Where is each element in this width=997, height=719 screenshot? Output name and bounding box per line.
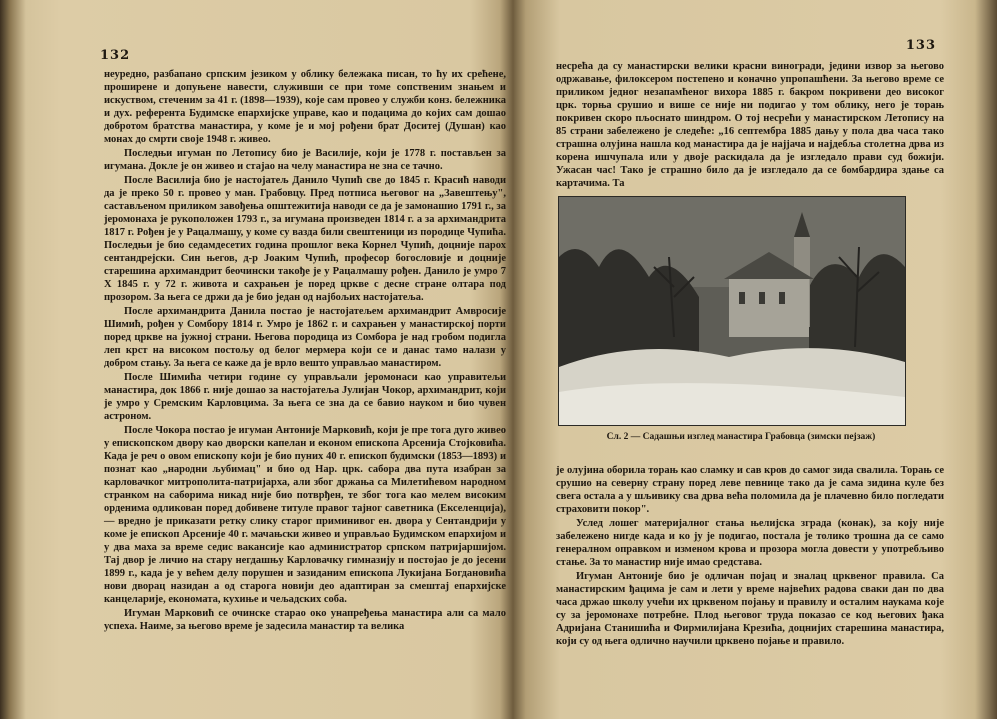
right-page-text-top [556, 60, 944, 191]
left-page-text [104, 68, 506, 634]
paragraph: После архимандрита Данила постао је настојатељем архимандрит Амвросије Шимић, рођен у Сомбору 1814 г. Умро је 1862 г. и сахрањен у манастирској порти поред цркве на јужној страни. Његова породица из Сомбора је над гробом подигла леп крст на високом постољу од белог мермера који се и данас тамо налази у добром стању. За њега се каже да је врло вешто управљао манастиром. [104, 306, 506, 369]
left-page [92, 0, 506, 719]
page-number-left: 132 [100, 48, 131, 63]
paragraph: Игуман Марковић се очинске старао око унапређења манастира али са мало успеха. Наиме, за његово време је задесила манастир та велика [104, 608, 506, 632]
paragraph: После Чокора постао је игуман Антоније Марковић, који је пре тога дуго живео у епископском двору као дворски капелан и економ епископа Арсенија Стојковића. Када је реч о овом епископу који је био пуних 40 г. епископ будимски (1853—1893) и познат као „народни љубимац" и био од Нар. црк. сабора два пута изабран за карловачког митрополита-патријарха, али због држања са Милетићевом народном странком на саборима никад није био потврђен, те због тога као мелем високим орденима одликован поред добивене титуле правог тајног саветника (Екселенција), — вредно је приказати ретку слику старог приминивог ен. двора у Сентандрији у коме је епископ Арсеније 40 г. мачањски живео и управљао Будимском епархијом и у два маха за време седис вакансије као администратор српском патријаршијом. Тај двор је личио на стару негдашњу Карловачку гимназију и постојао је до јесени 1899 г., када је у већем делу порушен и зазиданим епископа Лукијана Богдановића нови дворац назидан а од старога новији део адаптиран за смештај епархијске канцеларије, економата, кухиње и чељадских соба. [104, 425, 506, 605]
right-page-text-bottom [556, 464, 944, 649]
monastery-photo [558, 196, 906, 426]
paragraph: Игуман Антоније био је одличан појац и зналац црквеног правила. Са манастирским ђацима је сам и лети у време највећих радова сваки дан по два часа држао школу учећи их црквеном појању и правилу и осталим наукама које су за јеромонахе потребне. Плод његовог труда показао се код његових ђака Адријана Станишића и Фирмилијана Крезића, доцнијих старешина манастира, који су од њега одлично научили црквено појање и правило. [556, 571, 944, 647]
paragraph: После Василија био је настојатељ Данило Чупић све до 1845 г. Красић наводи да је преко 50 г. провео у ман. Грабовцу. Пред потписа његовог на „Завештењу", састављеном приликом завођења општежитија наводи се да је замонашио 1791 г., за јеромонаха је рукоположен 1793 г., за игумана произведен 1814 г. а за архимандрита 1817 г. Рођен је у Рацалмашу, у коме су вазда били свештеници из породице Чупића. Последњи је био седамдесетих година прошлог века Корнел Чупић, доцније парох сентандрејски. Син његов, д-р Јоаким Чупић, професор богословије и доцније старешина архимандрит беочински такође је у Рацалмашу рођен. Данило је умро 7 X 1845 г. у 72 г. живота и сахрањен је поред цркве с десне стране олтара под прозором. За њега се држи да је био један од најбољих настојатеља. [104, 175, 506, 303]
right-page [556, 0, 960, 719]
paragraph: После Шимића четири године су управљали јеромонаси као управитељи манастира, док 1866 г. није дошао за настојатеља Јулијан Чокор, архимандрит, који је умро у Сремским Карловцима. За њега се зна да се бавио науком и био чувен астроном. [104, 372, 506, 422]
paragraph: несрећа да су манастирски велики красни виногради, једини извор за његово одржавање, филоксером постепено и коначно упропашћени. За његово време се приликом једног незапамћеног вихора 1885 г. бакром покривени део високог црк. торња срушио и више се није ни подигао у том облику, него је торањ покривен скоро пљоснато шиндром. О тој несрећи у манастирском Летопису на 85 страни забележено је следеће: „16 септембра 1885 дању у пола два часа тако страшна олујина нашла код манастира да је најјача и најдебља столетна дрва из корена ишчупала или у двоје раскидала да је изгледало прави суд божији. Ужасан час! Тако је страшно било да је изгледало да се бомбардира здање са картачима. Та [556, 61, 944, 189]
paragraph: Последњи игуман по Летопису био је Василије, који је 1778 г. постављен за игумана. Докле је он живео и стајао на челу манастира не зна се тачно. [104, 148, 506, 172]
winter-landscape-illustration [559, 197, 905, 425]
paragraph: је олујина оборила торањ као сламку и сав кров до самог зида свалила. Торањ се срушио на северну страну поред леве певнице тако да је сама зидина куле без свега остала а у шљивику сва дрва већа поломила да је плачевно било погледати страховити покор". [556, 465, 944, 515]
page-number-right: 133 [905, 38, 936, 53]
paragraph: Услед лошег материјалног стања њелијска зграда (конак), за коју није забележено нигде када и ко ју је подигао, постала је толико трошна да се само генералном оправком и изменом крова и прозора могла довести у употребљиво стање. За то манастир није имао средстава. [556, 518, 944, 568]
photo-caption: Сл. 2 — Садашњи изглед манастира Грабовца (зимски пејзаж) [606, 432, 876, 442]
paragraph: неуредно, разбапано српским језиком у облику бележака писан, то ћу их срећене, проширене и допуњене навести, служивши се при томе сопственим знањем и искуством, стеченим за 41 г. (1898—1939), које сам провео у служби конз. бележника и дух. референта Будимске епархијске управе, као и подацима до којих сам дошао добротом братства манастира, у коме је и мој рођени брат Доситеј (Душан) као монах до смрти своје 1948 г. живео. [104, 69, 506, 145]
